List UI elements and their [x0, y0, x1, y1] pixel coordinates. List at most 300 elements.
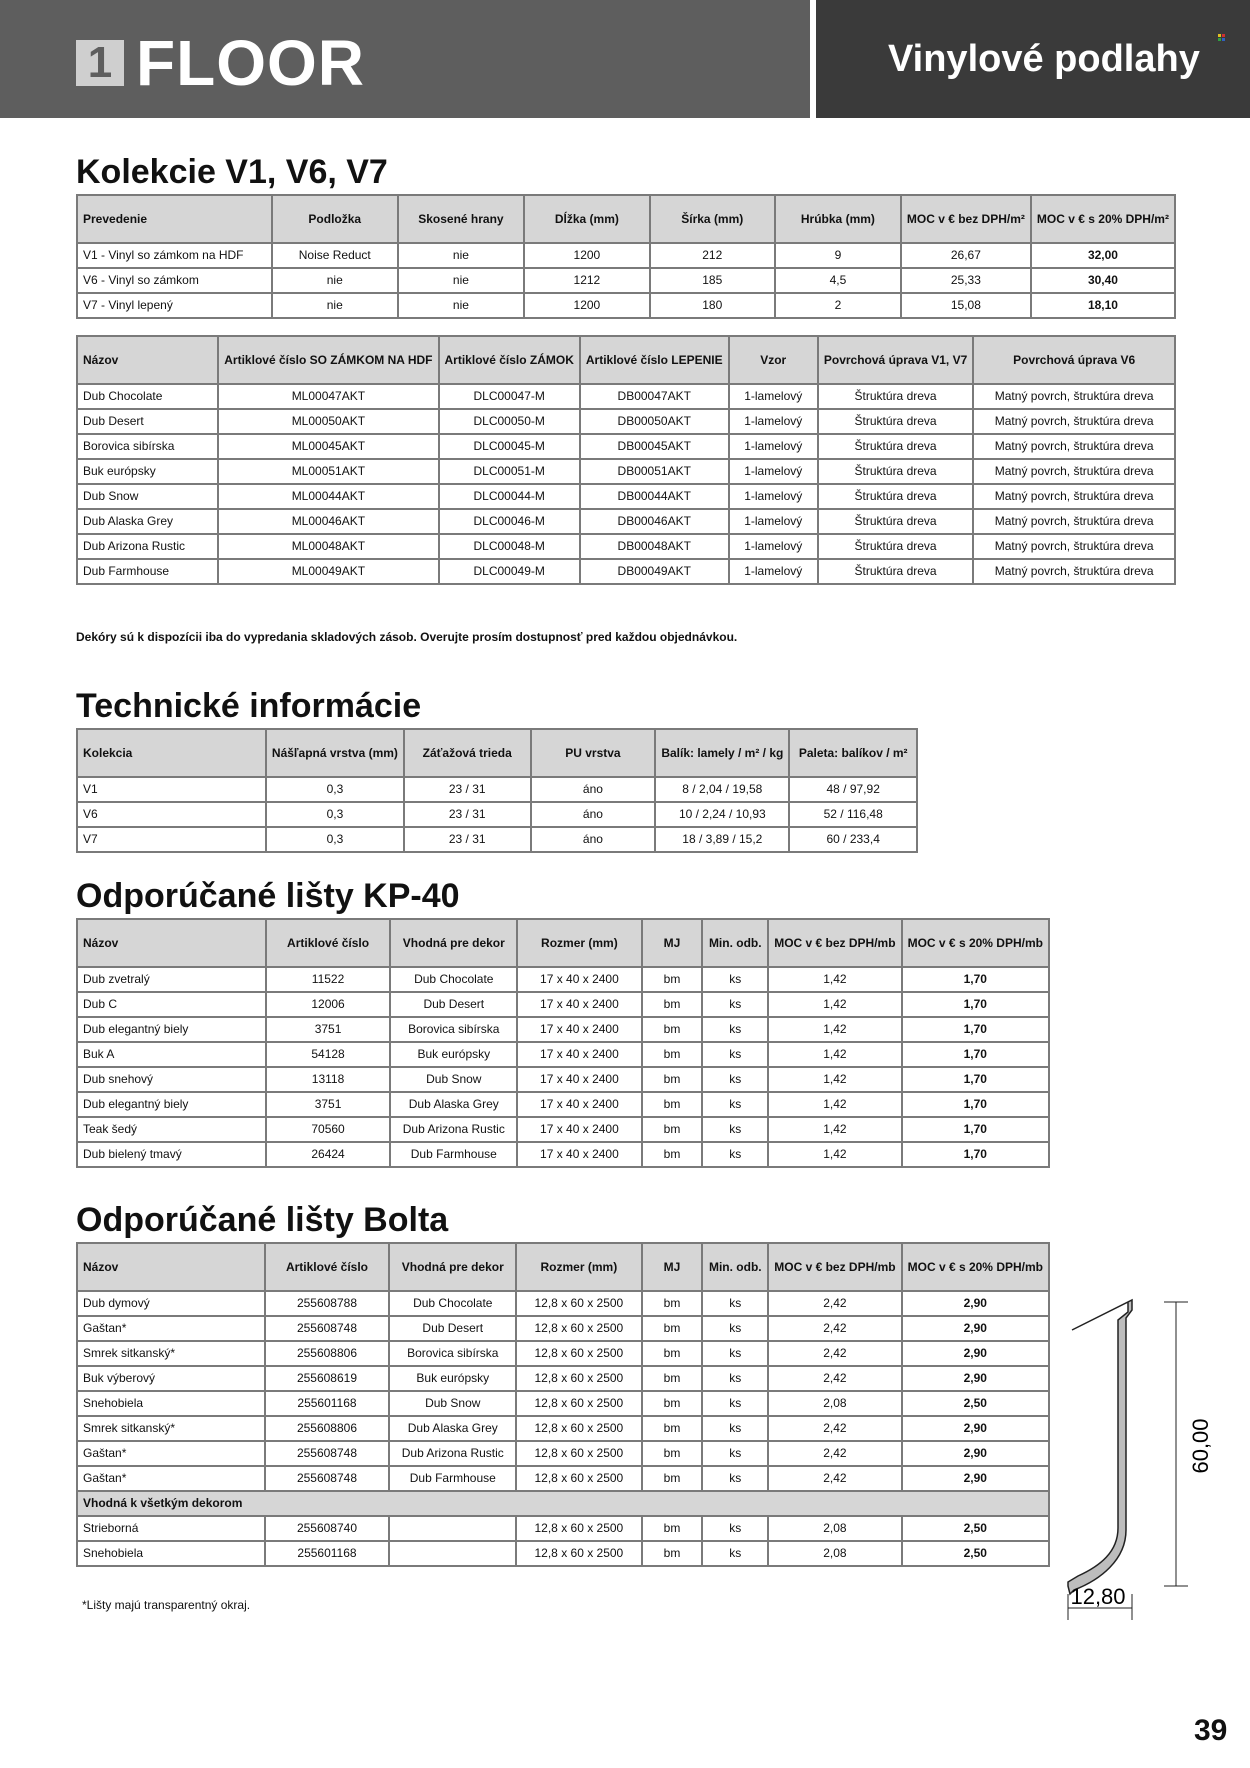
table-cell: 52 / 116,48: [789, 802, 917, 827]
section-row-label: Vhodná k všetkým dekorom: [77, 1491, 1049, 1516]
table-cell: Štruktúra dreva: [818, 459, 973, 484]
table-cell: 1,42: [768, 1042, 901, 1067]
table-cell: 70560: [266, 1117, 391, 1142]
table-cell: 1,42: [768, 1092, 901, 1117]
table-row: [77, 434, 1175, 459]
table-row: [77, 827, 917, 852]
table-cell: ks: [702, 1441, 768, 1466]
table-cell: V6 - Vinyl so zámkom: [77, 268, 272, 293]
table-cell: áno: [531, 802, 656, 827]
table-cell: 1,70: [902, 1092, 1049, 1117]
table-cell: 12,8 x 60 x 2500: [516, 1391, 641, 1416]
table-cell: nie: [398, 268, 524, 293]
table-row: [77, 384, 1175, 409]
table-cell: bm: [642, 967, 703, 992]
table-cell: 255608748: [265, 1316, 390, 1341]
table-row: [77, 1142, 1049, 1167]
table-cell: Dub bielený tmavý: [77, 1142, 266, 1167]
table-cell: 17 x 40 x 2400: [517, 1142, 642, 1167]
table-cell: 17 x 40 x 2400: [517, 992, 642, 1017]
transparent-edge-note: *Lišty majú transparentný okraj.: [82, 1598, 251, 1612]
column-header: Povrchová úprava V1, V7: [818, 336, 973, 384]
profile-height-label: 60,00: [1188, 1418, 1213, 1474]
table-cell: Matný povrch, štruktúra dreva: [973, 434, 1175, 459]
table-cell: Matný povrch, štruktúra dreva: [973, 409, 1175, 434]
table-cell: 2,90: [902, 1341, 1049, 1366]
column-header: MOC v € bez DPH/mb: [768, 1243, 901, 1291]
table-cell: 255608748: [265, 1466, 390, 1491]
table-cell: Dub Alaska Grey: [390, 1092, 517, 1117]
table-cell: 2,42: [768, 1316, 901, 1341]
profile-shape: [1068, 1300, 1132, 1594]
table-cell: bm: [642, 1291, 703, 1316]
table-cell: 3751: [266, 1017, 391, 1042]
table-cell: Dub Chocolate: [390, 967, 517, 992]
table-cell: DB00044AKT: [580, 484, 729, 509]
table-cell: 26,67: [901, 243, 1031, 268]
table-cell: 1-lamelový: [729, 484, 818, 509]
table-cell: Gaštan*: [77, 1441, 265, 1466]
table-cell: 255608740: [265, 1516, 390, 1541]
table-cell: 1,70: [902, 1067, 1049, 1092]
table-cell: 12,8 x 60 x 2500: [516, 1516, 641, 1541]
table-cell: Dub Alaska Grey: [389, 1416, 516, 1441]
table-row: [77, 1541, 1049, 1566]
table-cell: Snehobiela: [77, 1391, 265, 1416]
table-row: [77, 1466, 1049, 1491]
column-header: Nášľapná vrstva (mm): [266, 729, 404, 777]
table-cell: ks: [702, 1316, 768, 1341]
table-cell: 255608748: [265, 1441, 390, 1466]
table-cell: ML00048AKT: [218, 534, 438, 559]
table-cell: ML00047AKT: [218, 384, 438, 409]
table-cell: ML00045AKT: [218, 434, 438, 459]
table-cell: Dub Farmhouse: [389, 1466, 516, 1491]
section-title-bolta: Odporúčané lišty Bolta: [76, 1201, 449, 1239]
table-cell: DLC00050-M: [439, 409, 580, 434]
column-header: Rozmer (mm): [517, 919, 642, 967]
table-cell: 2,50: [902, 1516, 1049, 1541]
table-cell: DB00050AKT: [580, 409, 729, 434]
table-cell: Dub elegantný biely: [77, 1017, 266, 1042]
table-row: [77, 243, 1175, 268]
column-header: Vhodná pre dekor: [389, 1243, 516, 1291]
table-cell: ks: [702, 1017, 768, 1042]
table-cell: 18 / 3,89 / 15,2: [655, 827, 789, 852]
table-cell: 13118: [266, 1067, 391, 1092]
table-cell: Štruktúra dreva: [818, 484, 973, 509]
table-cell: DB00045AKT: [580, 434, 729, 459]
table-cell: 2,42: [768, 1291, 901, 1316]
table-cell: 17 x 40 x 2400: [517, 1092, 642, 1117]
table-row: [77, 268, 1175, 293]
column-header: Vhodná pre dekor: [390, 919, 517, 967]
table-cell: bm: [642, 1341, 703, 1366]
table-cell: 1-lamelový: [729, 384, 818, 409]
table-cell: ks: [702, 1067, 768, 1092]
table-cell: 12006: [266, 992, 391, 1017]
table-cell: 11522: [266, 967, 391, 992]
table-cell: 12,8 x 60 x 2500: [516, 1541, 641, 1566]
kp40-header-row: [77, 919, 1049, 967]
table-cell: V6: [77, 802, 266, 827]
table-cell: Gaštan*: [77, 1466, 265, 1491]
table-cell: 1,42: [768, 1142, 901, 1167]
column-header: Názov: [77, 919, 266, 967]
table-cell: DB00051AKT: [580, 459, 729, 484]
table-cell: 15,08: [901, 293, 1031, 318]
table-cell: 12,8 x 60 x 2500: [516, 1341, 641, 1366]
table-row: [77, 409, 1175, 434]
table-cell: 32,00: [1031, 243, 1175, 268]
table-cell: 2,08: [768, 1541, 901, 1566]
column-header: Artiklové číslo ZÁMOK: [439, 336, 580, 384]
table-cell: bm: [642, 1117, 703, 1142]
table-cell: 1,42: [768, 1067, 901, 1092]
table-cell: Dub Chocolate: [389, 1291, 516, 1316]
table-cell: DLC00048-M: [439, 534, 580, 559]
column-header: MOC v € bez DPH/mb: [768, 919, 901, 967]
table-cell: bm: [642, 992, 703, 1017]
table-cell: 12,8 x 60 x 2500: [516, 1416, 641, 1441]
tech-header-row: [77, 729, 917, 777]
table-cell: ks: [702, 1117, 768, 1142]
column-header: MOC v € s 20% DPH/mb: [902, 919, 1049, 967]
column-header: Podložka: [272, 195, 398, 243]
decor-header-row: [77, 336, 1175, 384]
table-cell: DLC00044-M: [439, 484, 580, 509]
table-cell: 2,08: [768, 1391, 901, 1416]
table-cell: 2,90: [902, 1316, 1049, 1341]
table-cell: Dub zvetralý: [77, 967, 266, 992]
availability-note: Dekóry sú k dispozícii iba do vypredania skladových zásob. Overujte prosím dostupnosť pred každou objednávkou.: [76, 630, 738, 644]
table-row: [77, 509, 1175, 534]
table-cell: bm: [642, 1366, 703, 1391]
table-cell: ks: [702, 1516, 768, 1541]
column-header: Hrúbka (mm): [775, 195, 901, 243]
table-cell: Smrek sitkanský*: [77, 1341, 265, 1366]
column-header: PU vrstva: [531, 729, 656, 777]
section-row: [77, 1491, 1049, 1516]
table-cell: bm: [642, 1092, 703, 1117]
table-row: [77, 1067, 1049, 1092]
section-title-kp40: Odporúčané lišty KP-40: [76, 877, 460, 915]
table-cell: 255601168: [265, 1391, 390, 1416]
column-header: Paleta: balíkov / m²: [789, 729, 917, 777]
logo-number-box: 1: [76, 40, 124, 86]
table-cell: 17 x 40 x 2400: [517, 1042, 642, 1067]
table-cell: Matný povrch, štruktúra dreva: [973, 484, 1175, 509]
spec-table: [76, 194, 1176, 319]
table-cell: V7 - Vinyl lepený: [77, 293, 272, 318]
table-cell: 23 / 31: [404, 802, 531, 827]
table-cell: DLC00046-M: [439, 509, 580, 534]
column-header: Artiklové číslo: [265, 1243, 390, 1291]
tech-table: [76, 728, 918, 853]
column-header: MOC v € bez DPH/m²: [901, 195, 1031, 243]
column-header: Záťažová trieda: [404, 729, 531, 777]
table-cell: Dub Desert: [389, 1316, 516, 1341]
page-number: 39: [1194, 1714, 1228, 1747]
table-cell: Dub Farmhouse: [77, 559, 218, 584]
table-cell: nie: [398, 293, 524, 318]
table-cell: 1-lamelový: [729, 559, 818, 584]
table-cell: 1-lamelový: [729, 459, 818, 484]
table-cell: Matný povrch, štruktúra dreva: [973, 534, 1175, 559]
table-cell: Strieborná: [77, 1516, 265, 1541]
table-cell: 12,8 x 60 x 2500: [516, 1291, 641, 1316]
table-cell: 4,5: [775, 268, 901, 293]
table-cell: Štruktúra dreva: [818, 434, 973, 459]
table-cell: 1,70: [902, 1142, 1049, 1167]
table-cell: Dub Snow: [390, 1067, 517, 1092]
table-cell: 12,8 x 60 x 2500: [516, 1316, 641, 1341]
table-cell: 1-lamelový: [729, 534, 818, 559]
table-cell: bm: [642, 1416, 703, 1441]
table-cell: DLC00049-M: [439, 559, 580, 584]
table-cell: Štruktúra dreva: [818, 409, 973, 434]
table-cell: 2,50: [902, 1391, 1049, 1416]
table-cell: Dub Arizona Rustic: [390, 1117, 517, 1142]
table-cell: Štruktúra dreva: [818, 534, 973, 559]
table-cell: Štruktúra dreva: [818, 509, 973, 534]
table-cell: 0,3: [266, 777, 404, 802]
table-cell: 3751: [266, 1092, 391, 1117]
table-cell: ML00051AKT: [218, 459, 438, 484]
table-cell: 1-lamelový: [729, 409, 818, 434]
decor-table: [76, 335, 1176, 585]
table-cell: bm: [642, 1516, 703, 1541]
skirting-profile-drawing: [1060, 1290, 1213, 1630]
table-row: [77, 1366, 1049, 1391]
table-cell: 255608806: [265, 1416, 390, 1441]
table-cell: 185: [650, 268, 775, 293]
table-cell: 23 / 31: [404, 777, 531, 802]
table-cell: 1,42: [768, 992, 901, 1017]
table-cell: ks: [702, 1366, 768, 1391]
table-cell: nie: [398, 243, 524, 268]
table-cell: 2,42: [768, 1441, 901, 1466]
column-header: Artiklové číslo: [266, 919, 391, 967]
table-cell: 1,42: [768, 1117, 901, 1142]
table-cell: 2,42: [768, 1466, 901, 1491]
table-cell: ML00050AKT: [218, 409, 438, 434]
table-cell: 1-lamelový: [729, 434, 818, 459]
table-cell: ks: [702, 1466, 768, 1491]
table-row: [77, 1117, 1049, 1142]
table-cell: Borovica sibírska: [77, 434, 218, 459]
table-cell: ks: [702, 1541, 768, 1566]
table-cell: 60 / 233,4: [789, 827, 917, 852]
table-cell: 23 / 31: [404, 827, 531, 852]
table-cell: ks: [702, 1391, 768, 1416]
table-cell: Štruktúra dreva: [818, 559, 973, 584]
table-cell: ks: [702, 1142, 768, 1167]
table-cell: Dub Snow: [77, 484, 218, 509]
table-cell: bm: [642, 1017, 703, 1042]
column-header: Vzor: [729, 336, 818, 384]
table-cell: Dub Chocolate: [77, 384, 218, 409]
table-cell: 1200: [524, 243, 649, 268]
table-row: [77, 992, 1049, 1017]
table-row: [77, 459, 1175, 484]
table-cell: 2: [775, 293, 901, 318]
table-cell: Noise Reduct: [272, 243, 398, 268]
brand-dots-icon: [1218, 34, 1228, 42]
table-cell: ML00049AKT: [218, 559, 438, 584]
table-row: [77, 967, 1049, 992]
table-cell: 2,90: [902, 1416, 1049, 1441]
table-cell: Dub C: [77, 992, 266, 1017]
table-cell: 1200: [524, 293, 649, 318]
bolta-header-row: [77, 1243, 1049, 1291]
table-cell: V7: [77, 827, 266, 852]
table-row: [77, 1042, 1049, 1067]
column-header: Názov: [77, 1243, 265, 1291]
table-row: [77, 1017, 1049, 1042]
table-cell: 1212: [524, 268, 649, 293]
table-row: [77, 559, 1175, 584]
table-cell: 2,08: [768, 1516, 901, 1541]
table-cell: 2,90: [902, 1291, 1049, 1316]
table-cell: Matný povrch, štruktúra dreva: [973, 559, 1175, 584]
table-cell: 1,70: [902, 1042, 1049, 1067]
table-row: [77, 802, 917, 827]
table-cell: 25,33: [901, 268, 1031, 293]
table-cell: 54128: [266, 1042, 391, 1067]
table-cell: DB00046AKT: [580, 509, 729, 534]
table-cell: 1,70: [902, 967, 1049, 992]
table-cell: 255608619: [265, 1366, 390, 1391]
table-cell: bm: [642, 1067, 703, 1092]
logo-text: FLOOR: [136, 27, 365, 99]
table-cell: ks: [702, 992, 768, 1017]
table-cell: nie: [272, 268, 398, 293]
column-header: Balík: lamely / m² / kg: [655, 729, 789, 777]
table-cell: 1,70: [902, 1017, 1049, 1042]
column-header: Skosené hrany: [398, 195, 524, 243]
table-cell: 17 x 40 x 2400: [517, 1067, 642, 1092]
table-cell: bm: [642, 1142, 703, 1167]
column-header: Povrchová úprava V6: [973, 336, 1175, 384]
table-cell: Dub Arizona Rustic: [389, 1441, 516, 1466]
column-header: MJ: [642, 1243, 703, 1291]
table-cell: áno: [531, 827, 656, 852]
table-cell: Dub Arizona Rustic: [77, 534, 218, 559]
table-cell: 0,3: [266, 827, 404, 852]
table-cell: Snehobiela: [77, 1541, 265, 1566]
section-title-technicke: Technické informácie: [76, 687, 422, 725]
table-cell: bm: [642, 1391, 703, 1416]
table-cell: 2,90: [902, 1366, 1049, 1391]
table-cell: DB00048AKT: [580, 534, 729, 559]
column-header: Rozmer (mm): [516, 1243, 641, 1291]
table-cell: DLC00051-M: [439, 459, 580, 484]
table-cell: 1,42: [768, 967, 901, 992]
table-cell: 1,42: [768, 1017, 901, 1042]
table-cell: Dub Farmhouse: [390, 1142, 517, 1167]
table-cell: Dub Desert: [77, 409, 218, 434]
column-header: Min. odb.: [702, 919, 768, 967]
table-cell: Dub elegantný biely: [77, 1092, 266, 1117]
table-cell: bm: [642, 1441, 703, 1466]
table-cell: 1,70: [902, 992, 1049, 1017]
table-cell: ks: [702, 967, 768, 992]
table-cell: bm: [642, 1541, 703, 1566]
table-cell: Buk A: [77, 1042, 266, 1067]
table-cell: Borovica sibírska: [389, 1341, 516, 1366]
table-cell: 2,42: [768, 1416, 901, 1441]
table-cell: 17 x 40 x 2400: [517, 967, 642, 992]
table-row: [77, 1341, 1049, 1366]
table-cell: 12,8 x 60 x 2500: [516, 1366, 641, 1391]
column-header: Kolekcia: [77, 729, 266, 777]
table-cell: Štruktúra dreva: [818, 384, 973, 409]
table-row: [77, 1441, 1049, 1466]
table-cell: 8 / 2,04 / 19,58: [655, 777, 789, 802]
table-row: [77, 1291, 1049, 1316]
table-cell: [389, 1541, 516, 1566]
table-cell: 12,8 x 60 x 2500: [516, 1441, 641, 1466]
table-row: [77, 1316, 1049, 1341]
table-cell: 48 / 97,92: [789, 777, 917, 802]
column-header: MOC v € s 20% DPH/mb: [902, 1243, 1049, 1291]
table-row: [77, 1092, 1049, 1117]
table-cell: 26424: [266, 1142, 391, 1167]
table-cell: 9: [775, 243, 901, 268]
table-cell: 255608788: [265, 1291, 390, 1316]
table-cell: Teak šedý: [77, 1117, 266, 1142]
table-cell: Matný povrch, štruktúra dreva: [973, 509, 1175, 534]
table-cell: 0,3: [266, 802, 404, 827]
table-cell: Gaštan*: [77, 1316, 265, 1341]
table-row: [77, 1516, 1049, 1541]
table-cell: 12,8 x 60 x 2500: [516, 1466, 641, 1491]
table-cell: DLC00047-M: [439, 384, 580, 409]
table-cell: 2,90: [902, 1466, 1049, 1491]
table-cell: Dub Desert: [390, 992, 517, 1017]
table-cell: Borovica sibírska: [390, 1017, 517, 1042]
section-title-kolekcie: Kolekcie V1, V6, V7: [76, 153, 388, 191]
table-cell: ks: [702, 1416, 768, 1441]
column-header: Artiklové číslo SO ZÁMKOM NA HDF: [218, 336, 438, 384]
table-cell: áno: [531, 777, 656, 802]
table-cell: DLC00045-M: [439, 434, 580, 459]
column-header: Šírka (mm): [650, 195, 775, 243]
column-header: Prevedenie: [77, 195, 272, 243]
table-row: [77, 534, 1175, 559]
table-cell: 30,40: [1031, 268, 1175, 293]
table-cell: DB00047AKT: [580, 384, 729, 409]
page-title: Vinylové podlahy: [888, 38, 1200, 80]
table-cell: Buk výberový: [77, 1366, 265, 1391]
column-header: Dĺžka (mm): [524, 195, 649, 243]
column-header: MOC v € s 20% DPH/m²: [1031, 195, 1175, 243]
table-cell: nie: [272, 293, 398, 318]
table-cell: ks: [702, 1092, 768, 1117]
table-cell: 17 x 40 x 2400: [517, 1017, 642, 1042]
kp40-table: [76, 918, 1050, 1168]
table-row: [77, 1391, 1049, 1416]
table-row: [77, 293, 1175, 318]
profile-width-label: 12,80: [1070, 1584, 1126, 1609]
table-cell: 1-lamelový: [729, 509, 818, 534]
table-cell: Dub dymový: [77, 1291, 265, 1316]
column-header: Min. odb.: [702, 1243, 768, 1291]
column-header: Artiklové číslo LEPENIE: [580, 336, 729, 384]
table-cell: ks: [702, 1042, 768, 1067]
table-cell: bm: [642, 1316, 703, 1341]
